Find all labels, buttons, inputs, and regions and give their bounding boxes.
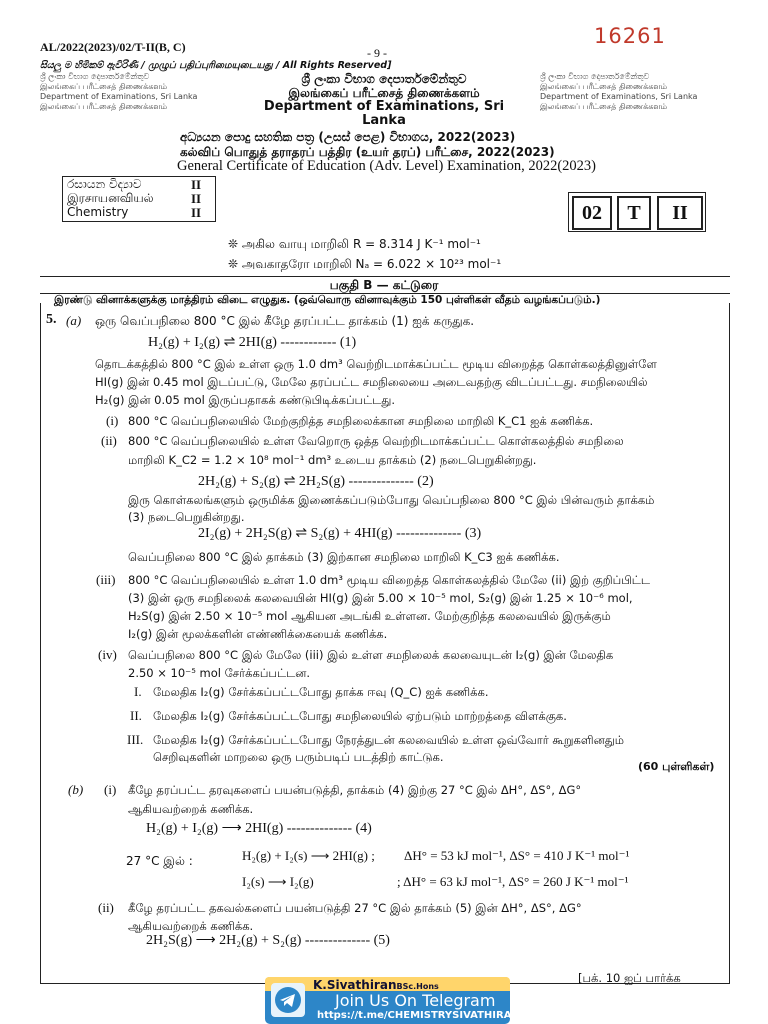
telegram-icon bbox=[271, 983, 305, 1017]
telegram-link[interactable]: https://t.me/CHEMISTRYSIVATHIRAN bbox=[317, 1010, 520, 1021]
asterisk-icon: ❊ bbox=[228, 257, 242, 271]
data-eq-2: I₂(s) ⟶ I₂(g) bbox=[242, 874, 314, 889]
q5b-i: கீழே தரப்பட்ட தரவுகளைப் பயன்படுத்தி, தாக்கம் (4) இற்கு 27 °C இல் ΔH°, ΔS°, ΔG° bbox=[128, 783, 582, 797]
subject-tamil: இரசாயனவியல் bbox=[67, 191, 154, 205]
equation-5: 2H₂S(g) ⟶ 2H₂(g) + S₂(g) -------------- (5) bbox=[146, 933, 390, 948]
paper-code: AL/2022(2023)/02/T-II(B, C) bbox=[40, 40, 186, 54]
subject-box: රසායන විද්‍යාව இரசாயனவியல் Chemistry II II II bbox=[62, 176, 216, 222]
q5a-iv: வெப்பநிலை 800 °C இல் மேலே (iii) இல் உள்ள சமநிலைக் கலவையுடன் I₂(g) இன் மேலதிக bbox=[128, 648, 614, 662]
equation-2: 2H₂(g) + S₂(g) ⇌ 2H₂S(g) -------------- (2) bbox=[198, 474, 434, 489]
part-instruction: இரண்டு வினாக்களுக்கு மாத்திரம் விடை எழுதுக. (ஒவ்வொரு வினாவுக்கும் 150 புள்ளிகள் வீதம் வழங்கப்படும்.) bbox=[54, 294, 601, 306]
code-box-group bbox=[568, 192, 706, 232]
page-number: - 9 - bbox=[367, 46, 387, 60]
q5a-iii: 800 °C வெப்பநிலையில் உள்ள 1.0 dm³ மூடிய விறைத்த கொள்கலத்தில் மேலே (ii) இற் குறிப்பிட்ட bbox=[128, 573, 651, 587]
exam-sinhala: අධ්‍යයන පොදු සහතික පත්‍ර (උසස් පෙළ) විභාගය, 2022(2023) bbox=[180, 130, 516, 144]
marks-a: (60 புள்ளிகள்) bbox=[638, 760, 715, 773]
constant-avogadro: ❊ அவகாதரோ மாறிலி Nₐ = 6.022 × 10²³ mol⁻¹ bbox=[228, 257, 502, 271]
at-27c-label: 27 °C இல் : bbox=[126, 854, 193, 868]
code-box-02: 02 bbox=[572, 196, 612, 230]
data-val-1: ΔH° = 53 kJ mol⁻¹, ΔS° = 410 J K⁻¹ mol⁻¹ bbox=[404, 848, 630, 863]
dept-english: Department of Examinations, Sri Lanka bbox=[263, 99, 505, 128]
exam-tamil: கல்விப் பொதுத் தராதரப் பத்திர (உயர் தரப்) பரீட்சை, 2022(2023) bbox=[180, 145, 555, 159]
code-box-ii: II bbox=[657, 196, 703, 230]
divider-top bbox=[40, 276, 730, 277]
code-box-t: T bbox=[617, 196, 651, 230]
q5a-iv-I: மேலதிக I₂(g) சேர்க்கப்பட்டபோது தாக்க ஈவு (Q_C) ஐக் கணிக்க. bbox=[153, 685, 489, 699]
dept-sinhala: ශ්‍රී ලංකා විභාග දෙපාර්තමේන්තුව bbox=[301, 72, 467, 86]
q5a-iv-II: மேலதிக I₂(g) சேர்க்கப்பட்டபோது சமநிலையில் ஏற்படும் மாற்றத்தை விளக்குக. bbox=[153, 709, 567, 723]
banner-name: K.SivathiranBSc.Hons bbox=[313, 978, 439, 992]
q5a-ii: 800 °C வெப்பநிலையில் உள்ள வேறொரு ஒத்த வெற்றிடமாக்கப்பட்ட கொள்கலத்தில் சமநிலை bbox=[128, 434, 624, 448]
subject-english: Chemistry bbox=[67, 205, 129, 219]
q5a-intro: ஒரு வெப்பநிலை 800 °C இல் கீழே தரப்பட்ட தாக்கம் (1) ஐக் கருதுக. bbox=[95, 314, 475, 328]
question-number: 5. bbox=[46, 312, 57, 327]
q5a-i: 800 °C வெப்பநிலையில் மேற்குறித்த சமநிலைக்கான சமநிலை மாறிலி K_C1 ஐக் கணிக்க. bbox=[128, 414, 594, 428]
telegram-banner[interactable] bbox=[265, 977, 520, 1024]
subject-sinhala: රසායන විද්‍යාව bbox=[67, 177, 142, 191]
data-val-2: ; ΔH° = 63 kJ mol⁻¹, ΔS° = 260 J K⁻¹ mol⁻¹ bbox=[397, 874, 629, 889]
serial-number: 16261 bbox=[594, 24, 666, 48]
rights-line: සියලු ම හිමිකම් ඇවිරිණි / முழுப் பதிப்புரிமையுடையது / All Rights Reserved] bbox=[40, 60, 392, 71]
equation-1: H₂(g) + I₂(g) ⇌ 2HI(g) ------------ (1) bbox=[148, 335, 357, 350]
exam-english: General Certificate of Education (Adv. Level) Examination, 2022(2023) bbox=[177, 158, 597, 174]
dept-tamil: இலங்கைப் பரீட்சைத் திணைக்களம் bbox=[288, 86, 480, 100]
q5a-iv-III: மேலதிக I₂(g) சேர்க்கப்பட்டபோது நேரத்துடன் கலவையில் உள்ள ஒவ்வோர் கூறுகளினதும் bbox=[153, 733, 624, 747]
q5b-ii: கீழே தரப்பட்ட தகவல்களைப் பயன்படுத்தி 27 °C இல் தாக்கம் (5) இன் ΔH°, ΔS°, ΔG° bbox=[128, 901, 582, 915]
equation-3: 2I₂(g) + 2H₂S(g) ⇌ S₂(g) + 4HI(g) -------------- (3) bbox=[198, 526, 482, 541]
department-block bbox=[254, 72, 514, 128]
bg-text-right: ශ්‍රී ලංකා විභාග දෙපාර්තමේන්තුව இலங்கைப் பரீட்சைத் திணைக்களம் Department of Examinations, Sri Lanka இலங்கைப் பரீட்சைத் திணைக்களம் bbox=[540, 72, 698, 111]
asterisk-icon: ❊ bbox=[228, 237, 242, 251]
continue-note: [பக். 10 ஐப் பார்க்க bbox=[578, 971, 681, 985]
banner-join: Join Us On Telegram bbox=[335, 991, 496, 1010]
part-title: பகுதி B — கட்டுரை bbox=[329, 278, 439, 292]
equation-4: H₂(g) + I₂(g) ⟶ 2HI(g) -------------- (4) bbox=[146, 821, 372, 836]
constant-gas: ❊ அகில வாயு மாறிலி R = 8.314 J K⁻¹ mol⁻¹ bbox=[228, 237, 481, 251]
data-eq-1: H₂(g) + I₂(s) ⟶ 2HI(g) ; bbox=[242, 848, 375, 863]
bg-text-left: ශ්‍රී ලංකා විභාග දෙපාර්තමේන්තුව இலங்கைப் பரீட்சைத் திணைக்களம் Department of Examinations, Sri Lanka இலங்கைப் பரீட்சைத் திணைக்களம் bbox=[40, 72, 198, 111]
